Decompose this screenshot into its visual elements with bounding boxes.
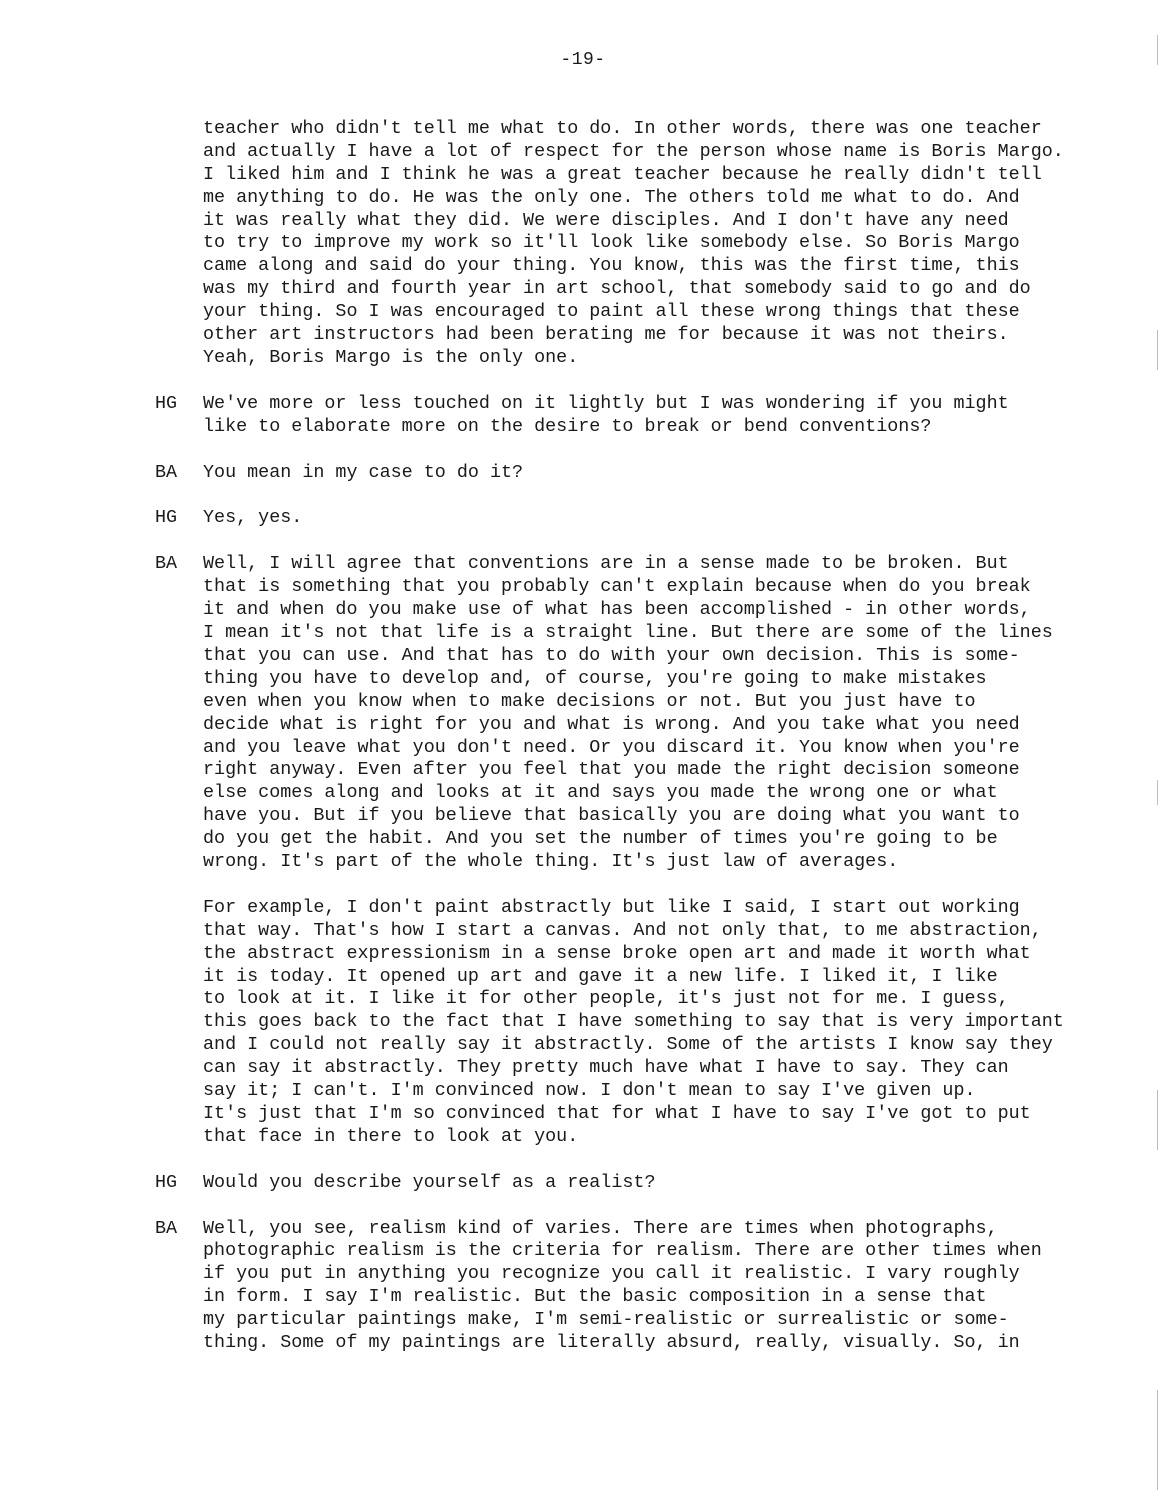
paragraph-text	[203, 118, 1064, 370]
page-number: -19-	[560, 50, 606, 70]
text-line: decide what is right for you and what is wrong. And you take what you need	[203, 713, 1020, 735]
text-line: me anything to do. He was the only one. The others told me what to do. And	[203, 186, 1020, 208]
text-line: You mean in my case to do it?	[203, 461, 524, 483]
paragraph-text	[203, 393, 1009, 439]
speaker-label	[155, 118, 203, 370]
text-line: else comes along and looks at it and says you made the wrong one or what	[203, 782, 998, 804]
scan-margin-mark	[1157, 35, 1158, 65]
text-line: that face in there to look at you.	[203, 1125, 579, 1147]
text-line: Yeah, Boris Margo is the only one.	[203, 346, 579, 368]
transcript-paragraph	[155, 507, 1115, 530]
text-line: it is today. It opened up art and gave it a new life. I liked it, I like	[203, 965, 998, 987]
text-line: that is something that you probably can't explain because when do you break	[203, 576, 1031, 598]
text-line: It's just that I'm so convinced that for what I have to say I've got to put	[203, 1102, 1031, 1124]
text-line: I mean it's not that life is a straight line. But there are some of the lines	[203, 622, 1053, 644]
speaker-label: BA	[155, 461, 178, 483]
text-line: other art instructors had been berating me for because it was not theirs.	[203, 324, 1009, 346]
speaker-label	[155, 897, 203, 1149]
text-line: like to elaborate more on the desire to break or bend conventions?	[203, 415, 932, 437]
text-line: it was really what they did. We were disciples. And I don't have any need	[203, 209, 1009, 231]
transcript-paragraph	[155, 118, 1115, 370]
text-line: We've more or less touched on it lightly but I was wondering if you might	[203, 392, 1009, 414]
text-line: thing you have to develop and, of course, you're going to make mistakes	[203, 667, 987, 689]
paragraph-text	[203, 1172, 655, 1195]
text-line: to look at it. I like it for other people, it's just not for me. I guess,	[203, 988, 1009, 1010]
paragraph-text	[203, 897, 1064, 1149]
text-line: and actually I have a lot of respect for the person whose name is Boris Margo.	[203, 140, 1064, 162]
paragraph-text	[203, 462, 523, 485]
paragraph-text	[203, 1218, 1042, 1355]
transcript-paragraph	[155, 553, 1115, 873]
scan-margin-mark	[1157, 1390, 1158, 1490]
text-line: can say it abstractly. They pretty much have what I have to say. They can	[203, 1057, 1009, 1079]
speaker-label: BA	[155, 553, 178, 575]
text-line: to try to improve my work so it'll look like somebody else. So Boris Margo	[203, 232, 1020, 254]
transcript-body	[155, 118, 1115, 1378]
text-line: was my third and fourth year in art school, that somebody said to go and do	[203, 278, 1031, 300]
text-line: wrong. It's part of the whole thing. It's just law of averages.	[203, 850, 899, 872]
text-line: have you. But if you believe that basically you are doing what you want to	[203, 805, 1020, 827]
scan-margin-mark	[1157, 1090, 1158, 1150]
text-line: right anyway. Even after you feel that you made the right decision someone	[203, 759, 1020, 781]
text-line: Would you describe yourself as a realist?	[203, 1171, 656, 1193]
paragraph-text	[203, 507, 302, 530]
speaker-label: HG	[155, 392, 178, 414]
text-line: Yes, yes.	[203, 507, 303, 529]
paragraph-text	[203, 553, 1053, 873]
text-line: came along and said do your thing. You know, this was the first time, this	[203, 255, 1020, 277]
text-line: in form. I say I'm realistic. But the basic composition in a sense that	[203, 1286, 987, 1308]
scan-margin-mark	[1157, 780, 1158, 805]
scan-margin-mark	[1157, 330, 1158, 370]
text-line: say it; I can't. I'm convinced now. I don't mean to say I've given up.	[203, 1079, 976, 1101]
text-line: this goes back to the fact that I have something to say that is very important	[203, 1011, 1064, 1033]
speaker-label: BA	[155, 1217, 178, 1239]
text-line: if you put in anything you recognize you call it realistic. I vary roughly	[203, 1263, 1020, 1285]
text-line: the abstract expressionism in a sense broke open art and made it worth what	[203, 942, 1031, 964]
text-line: and you leave what you don't need. Or you discard it. You know when you're	[203, 736, 1020, 758]
text-line: thing. Some of my paintings are literally absurd, really, visually. So, in	[203, 1332, 1020, 1354]
text-line: that way. That's how I start a canvas. And not only that, to me abstraction,	[203, 919, 1042, 941]
text-line: that you can use. And that has to do with your own decision. This is some-	[203, 644, 1020, 666]
text-line: and I could not really say it abstractly. Some of the artists I know say they	[203, 1034, 1053, 1056]
text-line: your thing. So I was encouraged to paint all these wrong things that these	[203, 301, 1020, 323]
text-line: I liked him and I think he was a great teacher because he really didn't tell	[203, 163, 1042, 185]
transcript-paragraph	[155, 1172, 1115, 1195]
transcript-paragraph	[155, 1218, 1115, 1355]
text-line: my particular paintings make, I'm semi-realistic or surrealistic or some-	[203, 1309, 1009, 1331]
text-line: Well, I will agree that conventions are in a sense made to be broken. But	[203, 553, 1009, 575]
transcript-paragraph	[155, 393, 1115, 439]
transcript-paragraph	[155, 897, 1115, 1149]
text-line: it and when do you make use of what has been accomplished - in other words,	[203, 599, 1031, 621]
text-line: photographic realism is the criteria for realism. There are other times when	[203, 1240, 1042, 1262]
speaker-label: HG	[155, 507, 178, 529]
text-line: do you get the habit. And you set the number of times you're going to be	[203, 828, 998, 850]
text-line: even when you know when to make decisions or not. But you just have to	[203, 690, 976, 712]
text-line: teacher who didn't tell me what to do. In other words, there was one teacher	[203, 118, 1042, 139]
speaker-label: HG	[155, 1171, 178, 1193]
text-line: For example, I don't paint abstractly but like I said, I start out working	[203, 896, 1020, 918]
text-line: Well, you see, realism kind of varies. There are times when photographs,	[203, 1217, 998, 1239]
transcript-paragraph	[155, 462, 1115, 485]
